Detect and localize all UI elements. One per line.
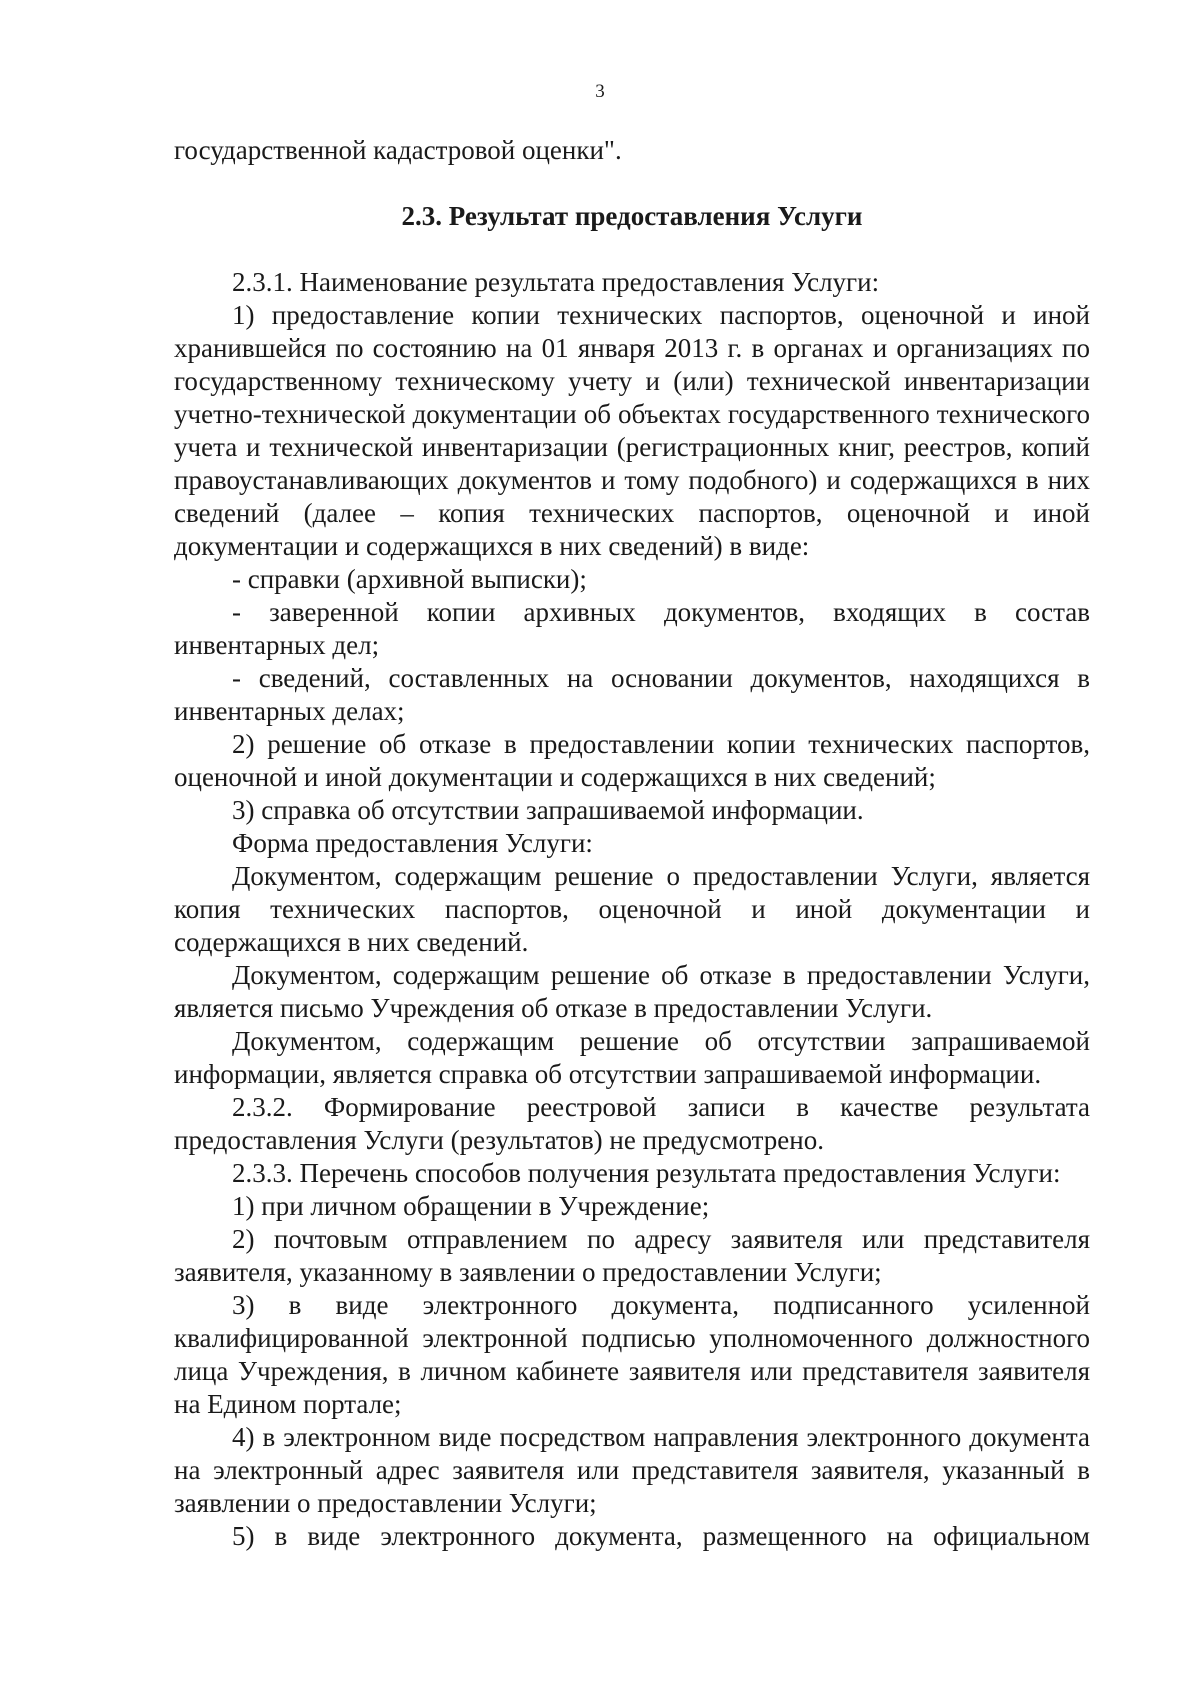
paragraph: 2.3.3. Перечень способов получения результата предоставления Услуги: — [232, 1158, 1061, 1188]
list-item: 3) в виде электронного документа, подписанного усиленной квалифицированной электронной подписью уполномоченного должностного лица Учреждения, в личном кабинете заявителя или представителя заявителя на Едином портале; — [174, 1290, 1090, 1419]
section-heading: 2.3. Результат предоставления Услуги — [401, 201, 863, 231]
paragraph: Документом, содержащим решение о предоставлении Услуги, является копия технических паспортов, оценочной и иной документации и содержащихся в них сведений. — [174, 861, 1090, 957]
paragraph: 3) справка об отсутствии запрашиваемой информации. — [232, 795, 864, 825]
list-item: 1) при личном обращении в Учреждение; — [232, 1191, 710, 1221]
list-item: 2) почтовым отправлением по адресу заявителя или представителя заявителя, указанному в заявлении о предоставлении Услуги; — [174, 1224, 1090, 1287]
paragraph: 2.3.1. Наименование результата предоставления Услуги: — [232, 267, 880, 297]
paragraph: Документом, содержащим решение об отказе в предоставлении Услуги, является письмо Учреждения об отказе в предоставлении Услуги. — [174, 960, 1090, 1023]
page-number: 3 — [595, 81, 605, 102]
paragraph: 1) предоставление копии технических паспортов, оценочной и иной хранившейся по состоянию на 01 января 2013 г. в органах и организациях по государственному техническому учету и (или) технической инвентаризации учетно-технической документации об объектах государственного технического учета и технической инвентаризации (регистрационных книг, реестров, копий правоустанавливающих документов и тому подобного) и содержащихся в них сведений (далее – копия технических паспортов, оценочной и иной документации и содержащихся в них сведений) в виде: — [174, 300, 1090, 561]
paragraph: 2.3.2. Формирование реестровой записи в качестве результата предоставления Услуги (результатов) не предусмотрено. — [174, 1092, 1090, 1155]
list-item: 5) в виде электронного документа, размещенного на официальном — [232, 1521, 1090, 1551]
paragraph: 2) решение об отказе в предоставлении копии технических паспортов, оценочной и иной документации и содержащихся в них сведений; — [174, 729, 1090, 792]
document-body — [174, 134, 1090, 1553]
list-item: - справки (архивной выписки); — [232, 564, 587, 594]
paragraph-continuation: государственной кадастровой оценки". — [174, 135, 622, 165]
list-item: - заверенной копии архивных документов, входящих в состав инвентарных дел; — [174, 597, 1090, 660]
list-item: - сведений, составленных на основании документов, находящихся в инвентарных делах; — [174, 663, 1090, 726]
list-item: 4) в электронном виде посредством направления электронного документа на электронный адрес заявителя или представителя заявителя, указанный в заявлении о предоставлении Услуги; — [174, 1422, 1090, 1518]
paragraph: Документом, содержащим решение об отсутствии запрашиваемой информации, является справка об отсутствии запрашиваемой информации. — [174, 1026, 1090, 1089]
paragraph: Форма предоставления Услуги: — [232, 828, 593, 858]
